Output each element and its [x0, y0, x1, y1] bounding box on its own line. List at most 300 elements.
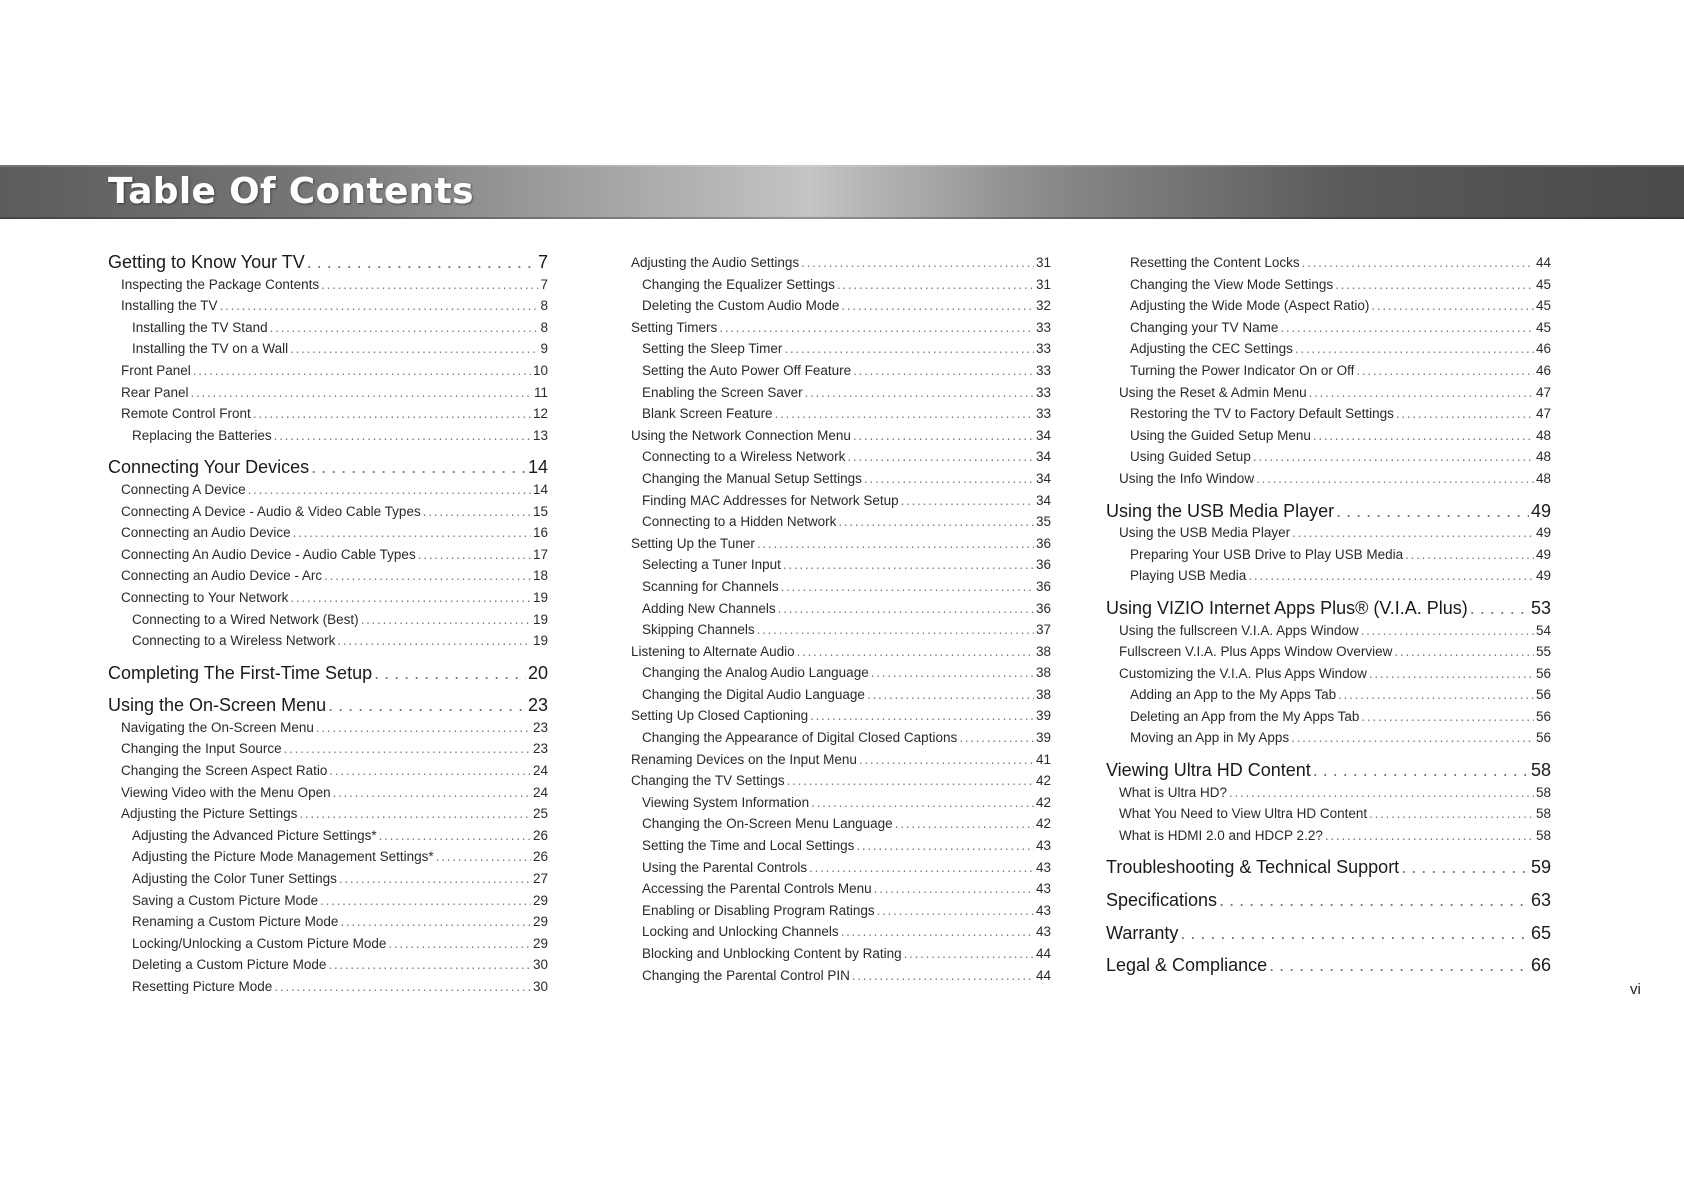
toc-entry-title: Using the Reset & Admin Menu — [1119, 384, 1307, 400]
toc-section-entry[interactable] — [1106, 955, 1551, 977]
toc-entry-page: 42 — [1035, 773, 1051, 789]
dot-leader — [871, 662, 1034, 684]
toc-entry-page: 15 — [532, 503, 548, 519]
toc-entry-page: 33 — [1035, 341, 1051, 357]
toc-entry-page: 20 — [527, 662, 548, 683]
toc-entry[interactable] — [618, 965, 1051, 987]
toc-entry-title: Setting the Sleep Timer — [642, 341, 783, 357]
dot-leader — [270, 317, 539, 339]
toc-entry-page: 43 — [1035, 881, 1051, 897]
toc-entry-title: Scanning for Channels — [642, 578, 779, 594]
toc-entry-page: 38 — [1035, 686, 1051, 702]
dot-leader — [1291, 727, 1534, 749]
toc-entry[interactable] — [618, 684, 1051, 706]
dot-leader — [248, 479, 531, 501]
toc-entry[interactable] — [108, 868, 548, 890]
toc-entry[interactable] — [108, 609, 548, 631]
toc-entry[interactable] — [108, 587, 548, 609]
toc-entry-page: 8 — [540, 319, 548, 335]
toc-entry-page: 7 — [540, 276, 548, 292]
toc-entry-page: 35 — [1035, 514, 1051, 530]
toc-entry[interactable] — [618, 641, 1051, 663]
toc-entry-page: 43 — [1035, 924, 1051, 940]
dot-leader — [801, 252, 1034, 274]
dot-leader — [1295, 338, 1534, 360]
toc-entry[interactable] — [1106, 782, 1551, 804]
toc-entry-page: 13 — [532, 427, 548, 443]
dot-leader — [1253, 446, 1534, 468]
toc-entry-title: Enabling the Screen Saver — [642, 384, 803, 400]
toc-entry[interactable] — [108, 565, 548, 587]
dot-leader — [333, 782, 531, 804]
toc-entry[interactable] — [1106, 468, 1551, 490]
dot-leader — [853, 425, 1034, 447]
toc-entry[interactable] — [618, 705, 1051, 727]
toc-entry-title: Adding New Channels — [642, 600, 776, 616]
toc-section-entry[interactable] — [1106, 857, 1551, 879]
toc-entry[interactable] — [1106, 382, 1551, 404]
toc-section-entry[interactable] — [108, 695, 548, 717]
dot-leader — [290, 338, 538, 360]
toc-entry[interactable] — [108, 360, 548, 382]
dot-leader — [1219, 890, 1529, 912]
toc-entry-title: Setting Up the Tuner — [631, 535, 755, 551]
toc-entry[interactable] — [618, 749, 1051, 771]
toc-entry[interactable] — [1106, 403, 1551, 425]
toc-entry[interactable] — [108, 890, 548, 912]
toc-entry-page: 7 — [537, 252, 548, 272]
dot-leader — [810, 705, 1034, 727]
dot-leader — [329, 760, 531, 782]
toc-entry-page: 56 — [1535, 708, 1551, 724]
toc-entry-page: 56 — [1535, 665, 1551, 681]
toc-entry-title: Adjusting the Wide Mode (Aspect Ratio) — [1130, 298, 1370, 314]
toc-entry-title: Connecting A Device — [121, 481, 246, 497]
toc-section-entry[interactable] — [1106, 598, 1551, 620]
toc-entry-title: Changing the TV Settings — [631, 773, 785, 789]
dot-leader — [837, 274, 1034, 296]
toc-entry[interactable] — [1106, 317, 1551, 339]
toc-entry-title: Adjusting the Audio Settings — [631, 255, 800, 270]
dot-leader — [1256, 468, 1534, 490]
toc-entry[interactable] — [108, 403, 548, 425]
toc-entry[interactable] — [618, 533, 1051, 555]
dot-leader — [340, 911, 531, 933]
dot-leader — [418, 544, 531, 566]
toc-entry-page: 53 — [1530, 597, 1551, 618]
toc-entry-page: 33 — [1035, 362, 1051, 378]
toc-entry-title: Installing the TV — [121, 298, 218, 314]
dot-leader — [1292, 522, 1534, 544]
toc-entry[interactable] — [618, 576, 1051, 598]
toc-entry-page: 36 — [1035, 557, 1051, 573]
toc-entry[interactable] — [618, 295, 1051, 317]
dot-leader — [1470, 598, 1529, 620]
toc-entry-title: Changing the On-Screen Menu Language — [642, 816, 893, 832]
toc-entry[interactable] — [618, 446, 1051, 468]
toc-entry[interactable] — [618, 813, 1051, 835]
toc-entry[interactable] — [1106, 446, 1551, 468]
toc-entry-title: Adjusting the Advanced Picture Settings* — [132, 827, 377, 843]
toc-entry-page: 10 — [532, 362, 548, 378]
toc-entry[interactable] — [108, 911, 548, 933]
dot-leader — [856, 835, 1034, 857]
dot-leader — [1248, 565, 1534, 587]
toc-entry-title: Preparing Your USB Drive to Play USB Media — [1130, 546, 1404, 562]
toc-entry-title: Saving a Custom Picture Mode — [132, 892, 319, 908]
toc-entry[interactable] — [1106, 803, 1551, 825]
toc-entry-page: 38 — [1035, 665, 1051, 681]
toc-column-1 — [108, 252, 548, 998]
dot-leader — [1309, 382, 1534, 404]
toc-entry-title: Restoring the TV to Factory Default Settings — [1130, 406, 1394, 422]
toc-entry[interactable] — [108, 295, 548, 317]
toc-entry-page: 58 — [1535, 806, 1551, 822]
toc-entry-title: Deleting a Custom Picture Mode — [132, 957, 327, 973]
dot-leader — [841, 295, 1034, 317]
toc-entry-title: Installing the TV on a Wall — [132, 341, 289, 357]
toc-entry-page: 43 — [1035, 838, 1051, 854]
toc-entry[interactable] — [108, 954, 548, 976]
toc-entry-page: 9 — [540, 341, 548, 357]
toc-entry[interactable] — [618, 403, 1051, 425]
toc-entry-page: 30 — [532, 979, 548, 994]
toc-entry[interactable] — [618, 921, 1051, 943]
toc-entry-title: Enabling or Disabling Program Ratings — [642, 902, 875, 918]
toc-entry-page: 46 — [1535, 341, 1551, 357]
toc-entry-page: 58 — [1535, 827, 1551, 843]
toc-entry[interactable] — [618, 943, 1051, 965]
toc-entry[interactable] — [1106, 684, 1551, 706]
toc-entry-title: Finding MAC Addresses for Network Setup — [642, 492, 899, 508]
toc-entry[interactable] — [108, 717, 548, 739]
toc-entry-title: Using the Guided Setup Menu — [1130, 427, 1311, 443]
toc-entry[interactable] — [108, 825, 548, 847]
toc-entry-title: What is Ultra HD? — [1119, 784, 1228, 800]
toc-entry-title: Deleting an App from the My Apps Tab — [1130, 708, 1360, 724]
dot-leader — [1396, 403, 1534, 425]
toc-entry-title: Changing the Appearance of Digital Closed Captions — [642, 730, 958, 746]
toc-entry-page: 23 — [532, 719, 548, 735]
toc-entry-page: 34 — [1035, 427, 1051, 443]
dot-leader — [1313, 425, 1534, 447]
toc-entry-page: 56 — [1535, 730, 1551, 746]
toc-section-entry[interactable] — [1106, 890, 1551, 912]
toc-entry[interactable] — [108, 501, 548, 523]
toc-entry[interactable] — [1106, 252, 1551, 274]
toc-entry-page: 34 — [1035, 470, 1051, 486]
dot-leader — [783, 554, 1034, 576]
dot-leader — [374, 663, 526, 685]
toc-entry-title: Changing the Analog Audio Language — [642, 665, 869, 681]
toc-entry[interactable] — [108, 803, 548, 825]
toc-entry-title: Adjusting the Picture Mode Management Settings* — [132, 849, 434, 865]
toc-entry[interactable] — [1106, 274, 1551, 296]
toc-entry-page: 31 — [1035, 276, 1051, 292]
toc-entry[interactable] — [618, 468, 1051, 490]
toc-entry-title: Changing the View Mode Settings — [1130, 276, 1334, 292]
toc-entry-title: Deleting the Custom Audio Mode — [642, 298, 840, 314]
toc-entry[interactable] — [618, 770, 1051, 792]
toc-entry-title: Using the USB Media Player — [1106, 500, 1335, 521]
dot-leader — [852, 965, 1034, 987]
dot-leader — [1180, 923, 1529, 945]
page-title: Table Of Contents — [108, 171, 474, 212]
dot-leader — [1356, 360, 1534, 382]
toc-entry-title: Navigating the On-Screen Menu — [121, 719, 314, 735]
dot-leader — [328, 695, 526, 717]
toc-entry-page: 23 — [532, 741, 548, 757]
toc-entry-page: 49 — [1530, 500, 1551, 521]
dot-leader — [859, 749, 1034, 771]
toc-entry[interactable] — [618, 490, 1051, 512]
toc-entry[interactable] — [618, 792, 1051, 814]
dot-leader — [811, 792, 1034, 814]
dot-leader — [220, 295, 539, 317]
toc-entry[interactable] — [618, 425, 1051, 447]
toc-entry[interactable] — [618, 274, 1051, 296]
dot-leader — [274, 425, 531, 447]
toc-entry[interactable] — [618, 900, 1051, 922]
toc-entry-title: Accessing the Parental Controls Menu — [642, 881, 872, 897]
toc-entry-title: Blank Screen Feature — [642, 406, 773, 422]
toc-entry-title: Resetting Picture Mode — [132, 979, 273, 994]
toc-entry-page: 12 — [532, 406, 548, 422]
toc-entry[interactable] — [618, 252, 1051, 274]
toc-entry-title: Using the fullscreen V.I.A. Apps Window — [1119, 622, 1359, 638]
dot-leader — [379, 825, 531, 847]
toc-entry[interactable] — [618, 835, 1051, 857]
toc-entry-title: Warranty — [1106, 922, 1179, 943]
toc-entry-title: Changing your TV Name — [1130, 319, 1279, 335]
dot-leader — [328, 954, 531, 976]
toc-entry-page: 8 — [540, 298, 548, 314]
toc-entry-page: 41 — [1035, 751, 1051, 767]
toc-entry-title: Connecting to a Wireless Network — [642, 449, 846, 465]
toc-entry[interactable] — [618, 317, 1051, 339]
toc-column-3 — [1106, 252, 1551, 977]
dot-leader — [864, 468, 1034, 490]
toc-entry-page: 31 — [1035, 255, 1051, 270]
dot-leader — [805, 382, 1034, 404]
toc-entry-title: Remote Control Front — [121, 406, 251, 422]
toc-entry-title: Listening to Alternate Audio — [631, 643, 795, 659]
dot-leader — [853, 360, 1034, 382]
toc-entry-title: Viewing Video with the Menu Open — [121, 784, 331, 800]
toc-entry-title: Connecting an Audio Device - Arc — [121, 568, 323, 584]
toc-entry-page: 18 — [532, 568, 548, 584]
dot-leader — [339, 868, 531, 890]
toc-section-entry[interactable] — [1106, 501, 1551, 523]
dot-leader — [293, 522, 531, 544]
toc-entry-title: Skipping Channels — [642, 622, 755, 638]
toc-entry[interactable] — [108, 382, 548, 404]
toc-section-entry[interactable] — [108, 457, 548, 479]
toc-entry[interactable] — [1106, 295, 1551, 317]
toc-entry-title: Using Guided Setup — [1130, 449, 1251, 465]
dot-leader — [775, 403, 1034, 425]
toc-entry-page: 43 — [1035, 859, 1051, 875]
toc-entry[interactable] — [618, 360, 1051, 382]
toc-entry-page: 45 — [1535, 319, 1551, 335]
toc-entry-title: Connecting An Audio Device - Audio Cable Types — [121, 546, 416, 562]
dot-leader — [324, 565, 531, 587]
toc-entry-page: 24 — [532, 784, 548, 800]
toc-entry[interactable] — [108, 317, 548, 339]
dot-leader — [320, 890, 531, 912]
toc-entry[interactable] — [618, 857, 1051, 879]
toc-entry-page: 33 — [1035, 406, 1051, 422]
toc-entry-title: Playing USB Media — [1130, 568, 1247, 584]
toc-entry[interactable] — [108, 522, 548, 544]
toc-entry-page: 30 — [532, 957, 548, 973]
dot-leader — [1371, 295, 1534, 317]
dot-leader — [959, 727, 1034, 749]
dot-leader — [1229, 782, 1534, 804]
dot-leader — [867, 684, 1034, 706]
toc-entry[interactable] — [108, 782, 548, 804]
dot-leader — [191, 382, 532, 404]
toc-entry-title: Setting the Time and Local Settings — [642, 838, 855, 854]
toc-entry[interactable] — [108, 338, 548, 360]
toc-entry-title: Connecting A Device - Audio & Video Cable Types — [121, 503, 421, 519]
toc-entry-title: What is HDMI 2.0 and HDCP 2.2? — [1119, 827, 1323, 843]
toc-entry[interactable] — [1106, 360, 1551, 382]
toc-entry-page: 49 — [1535, 525, 1551, 541]
toc-entry-title: Changing the Manual Setup Settings — [642, 470, 862, 486]
toc-entry-title: Completing The First-Time Setup — [108, 662, 373, 683]
toc-entry-title: Setting Timers — [631, 319, 718, 335]
toc-entry-page: 19 — [532, 611, 548, 627]
toc-entry-page: 49 — [1535, 568, 1551, 584]
toc-entry-page: 39 — [1035, 708, 1051, 724]
toc-entry-title: Connecting an Audio Device — [121, 525, 291, 541]
dot-leader — [901, 490, 1034, 512]
toc-entry[interactable] — [1106, 522, 1551, 544]
toc-entry[interactable] — [1106, 425, 1551, 447]
toc-entry[interactable] — [618, 662, 1051, 684]
toc-entry[interactable] — [1106, 620, 1551, 642]
toc-entry-title: Installing the TV Stand — [132, 319, 268, 335]
dot-leader — [321, 274, 538, 296]
toc-entry-page: 48 — [1535, 470, 1551, 486]
toc-entry-page: 45 — [1535, 276, 1551, 292]
dot-leader — [1394, 641, 1534, 663]
toc-entry-title: Connecting to a Wired Network (Best) — [132, 611, 359, 627]
toc-entry-title: Using the Info Window — [1119, 470, 1255, 486]
toc-entry-page: 59 — [1530, 857, 1551, 878]
toc-entry-title: Changing the Parental Control PIN — [642, 967, 850, 983]
toc-entry-page: 44 — [1035, 967, 1051, 983]
toc-entry-title: Changing the Digital Audio Language — [642, 686, 865, 702]
toc-entry-title: Blocking and Unblocking Content by Rating — [642, 946, 902, 961]
toc-entry[interactable] — [618, 511, 1051, 533]
dot-leader — [1280, 317, 1534, 339]
page-number: vi — [1630, 981, 1641, 998]
dot-leader — [1369, 803, 1534, 825]
dot-leader — [284, 738, 531, 760]
toc-entry[interactable] — [108, 976, 548, 998]
toc-entry[interactable] — [618, 727, 1051, 749]
dot-leader — [274, 976, 531, 998]
dot-leader — [841, 921, 1034, 943]
toc-entry[interactable] — [1106, 641, 1551, 663]
toc-entry[interactable] — [1106, 663, 1551, 685]
toc-entry-title: Inspecting the Package Contents — [121, 276, 320, 292]
toc-entry[interactable] — [618, 598, 1051, 620]
toc-entry[interactable] — [1106, 706, 1551, 728]
dot-leader — [1325, 825, 1534, 847]
toc-entry-title: Changing the Screen Aspect Ratio — [121, 763, 328, 779]
toc-entry[interactable] — [1106, 565, 1551, 587]
toc-section-entry[interactable] — [108, 252, 548, 274]
toc-entry-page: 42 — [1035, 816, 1051, 832]
toc-section-entry[interactable] — [1106, 923, 1551, 945]
toc-entry[interactable] — [1106, 825, 1551, 847]
toc-entry-title: Getting to Know Your TV — [108, 252, 305, 272]
toc-entry[interactable] — [108, 760, 548, 782]
toc-entry-page: 14 — [532, 481, 548, 497]
dot-leader — [1361, 620, 1534, 642]
toc-entry[interactable] — [618, 619, 1051, 641]
toc-entry[interactable] — [108, 274, 548, 296]
toc-column-2 — [618, 252, 1051, 986]
toc-entry[interactable] — [108, 479, 548, 501]
toc-entry-page: 29 — [532, 914, 548, 930]
toc-entry[interactable] — [108, 425, 548, 447]
dot-leader — [193, 360, 531, 382]
toc-entry-title: Setting the Auto Power Off Feature — [642, 362, 852, 378]
toc-entry[interactable] — [618, 878, 1051, 900]
toc-entry[interactable] — [108, 630, 548, 652]
dot-leader — [781, 576, 1034, 598]
toc-section-entry[interactable] — [108, 663, 548, 685]
toc-entry[interactable] — [108, 738, 548, 760]
dot-leader — [874, 878, 1034, 900]
toc-entry-page: 54 — [1535, 622, 1551, 638]
toc-entry-title: Viewing System Information — [642, 794, 810, 810]
toc-entry[interactable] — [1106, 544, 1551, 566]
toc-entry-page: 63 — [1530, 890, 1551, 911]
toc-entry[interactable] — [618, 382, 1051, 404]
toc-entry[interactable] — [108, 846, 548, 868]
toc-entry-page: 32 — [1035, 298, 1051, 314]
toc-entry-title: Rear Panel — [121, 384, 189, 400]
toc-entry-page: 39 — [1035, 730, 1051, 746]
toc-entry-title: Using VIZIO Internet Apps Plus® (V.I.A. Plus) — [1106, 597, 1468, 618]
toc-entry-page: 19 — [532, 589, 548, 605]
dot-leader — [838, 511, 1034, 533]
toc-section-entry[interactable] — [1106, 760, 1551, 782]
toc-entry[interactable] — [618, 338, 1051, 360]
toc-entry-title: Legal & Compliance — [1106, 955, 1268, 976]
toc-entry[interactable] — [1106, 727, 1551, 749]
toc-entry-title: Renaming Devices on the Input Menu — [631, 751, 857, 767]
dot-leader — [361, 609, 531, 631]
toc-entry[interactable] — [108, 933, 548, 955]
dot-leader — [1369, 663, 1534, 685]
toc-entry[interactable] — [618, 554, 1051, 576]
toc-entry-page: 34 — [1035, 492, 1051, 508]
toc-entry-title: Connecting Your Devices — [108, 457, 310, 478]
dot-leader — [719, 317, 1034, 339]
toc-entry-title: Customizing the V.I.A. Plus Apps Window — [1119, 665, 1367, 681]
toc-entry[interactable] — [108, 544, 548, 566]
dot-leader — [757, 533, 1034, 555]
toc-entry[interactable] — [1106, 338, 1551, 360]
toc-entry-page: 42 — [1035, 794, 1051, 810]
toc-entry-title: Connecting to a Hidden Network — [642, 514, 837, 530]
